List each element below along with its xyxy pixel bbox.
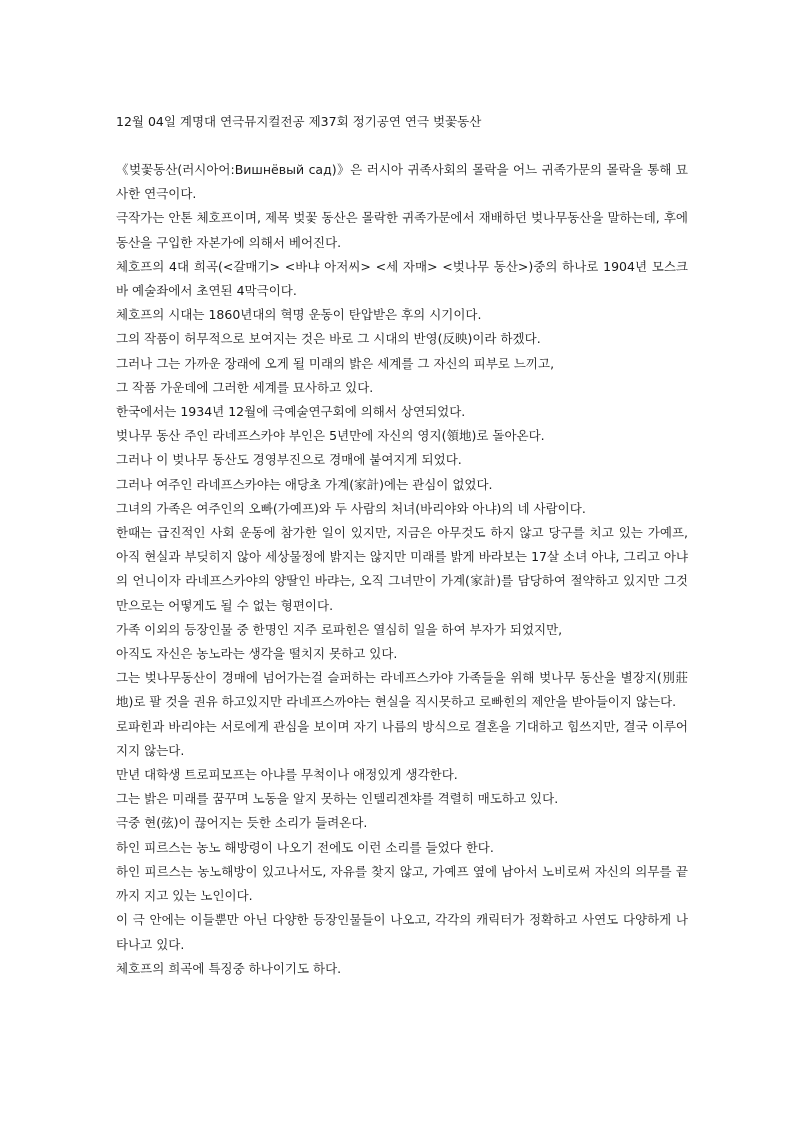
paragraph: 이 극 안에는 이들뿐만 아닌 다양한 등장인물들이 나오고, 각각의 캐릭터가 정확하고 사연도 다양하게 나타나고 있다. [116, 912, 688, 952]
paragraph: 하인 피르스는 농노해방이 있고나서도, 자유를 찾지 않고, 가예프 옆에 남아서 노비로써 자신의 의무를 끝까지 지고 있는 노인이다. [116, 863, 688, 904]
paragraph: 그러나 여주인 라네프스카야는 애당초 가계(家計)에는 관심이 없었다. [116, 476, 493, 492]
paragraph: 체호프의 4대 희곡(<갈매기> <바냐 아저씨> <세 자매> <벚나무 동산>)중의 하나로 1904년 모스크바 예술좌에서 초연된 4막극이다. [116, 258, 688, 299]
paragraph: 한국에서는 1934년 12월에 극예술연구회에 의해서 상연되었다. [116, 404, 466, 420]
paragraph: 가족 이외의 등장인물 중 한명인 지주 로파힌은 열심히 일을 하여 부자가 되었지만, [116, 621, 563, 637]
paragraph: 한때는 급진적인 사회 운동에 참가한 일이 있지만, 지금은 아무것도 하지 않고 당구를 치고 있는 가예프, 아직 현실과 부딪히지 않아 세상물정에 밝지는 않지만 미래를 밝게 바라보는 17살 소녀 아냐, 그리고 아냐의 언니이자 라네프스카야의 양딸인 바랴는, 오직 그녀만이 가계(家計)를 담당하여 절약하고 있지만 그것만으로는 어떻게도 될 수 없는 형편이다. [116, 525, 688, 613]
paragraph: 그러나 그는 가까운 장래에 오게 될 미래의 밝은 세계를 그 자신의 피부로 느끼고, [116, 355, 555, 371]
paragraph: 아직도 자신은 농노라는 생각을 떨치지 못하고 있다. [116, 646, 398, 662]
paragraph: 그의 작품이 허무적으로 보여지는 것은 바로 그 시대의 반영(反映)이라 하겠다. [116, 331, 541, 347]
document-body [116, 158, 688, 981]
paragraph: 그 작품 가운데에 그러한 세계를 묘사하고 있다. [116, 379, 374, 395]
paragraph: 극중 현(弦)이 끊어지는 듯한 소리가 들려온다. [116, 815, 368, 831]
paragraph: 만년 대학생 트로피모프는 아냐를 무척이나 애정있게 생각한다. [116, 767, 458, 783]
paragraph: 하인 피르스는 농노 해방령이 나오기 전에도 이런 소리를 들었다 한다. [116, 839, 494, 855]
document-page [116, 112, 688, 981]
paragraph: 체호프의 희곡에 특징중 하나이기도 하다. [116, 960, 342, 976]
paragraph: 그는 밝은 미래를 꿈꾸며 노동을 알지 못하는 인텔리겐챠를 격렬히 매도하고 있다. [116, 791, 559, 807]
paragraph: 《벚꽃동산(러시아어:Вишнёвый сад)》은 러시아 귀족사회의 몰락을 어느 귀족가문의 몰락을 통해 묘사한 연극이다. [116, 162, 688, 202]
paragraph: 체호프의 시대는 1860년대의 혁명 운동이 탄압받은 후의 시기이다. [116, 307, 482, 323]
paragraph: 그녀의 가족은 여주인의 오빠(가예프)와 두 사람의 처녀(바리야와 아냐)의 네 사람이다. [116, 500, 586, 516]
document-title: 12월 04일 계명대 연극뮤지컬전공 제37회 정기공연 연극 벚꽃동산 [116, 114, 482, 129]
paragraph: 극작가는 안톤 체호프이며, 제목 벚꽃 동산은 몰락한 귀족가문에서 재배하던 벚나무동산을 말하는데, 후에 동산을 구입한 자본가에 의해서 베어진다. [116, 210, 688, 250]
paragraph: 벚나무 동산 주인 라네프스카야 부인은 5년만에 자신의 영지(領地)로 돌아온다. [116, 428, 545, 444]
paragraph: 그러나 이 벚나무 동산도 경영부진으로 경매에 붙여지게 되었다. [116, 452, 462, 468]
paragraph: 그는 벚나무동산이 경매에 넘어가는걸 슬퍼하는 라네프스카야 가족들을 위해 벚나무 동산을 별장지(別莊地)로 팔 것을 권유 하고있지만 라네프스까야는 현실을 직시못하고 로빠힌의 제안을 받아들이지 않는다. [116, 670, 688, 710]
paragraph: 로파힌과 바리야는 서로에게 관심을 보이며 자기 나름의 방식으로 결혼을 기대하고 힘쓰지만, 결국 이루어지지 않는다. [116, 718, 688, 758]
